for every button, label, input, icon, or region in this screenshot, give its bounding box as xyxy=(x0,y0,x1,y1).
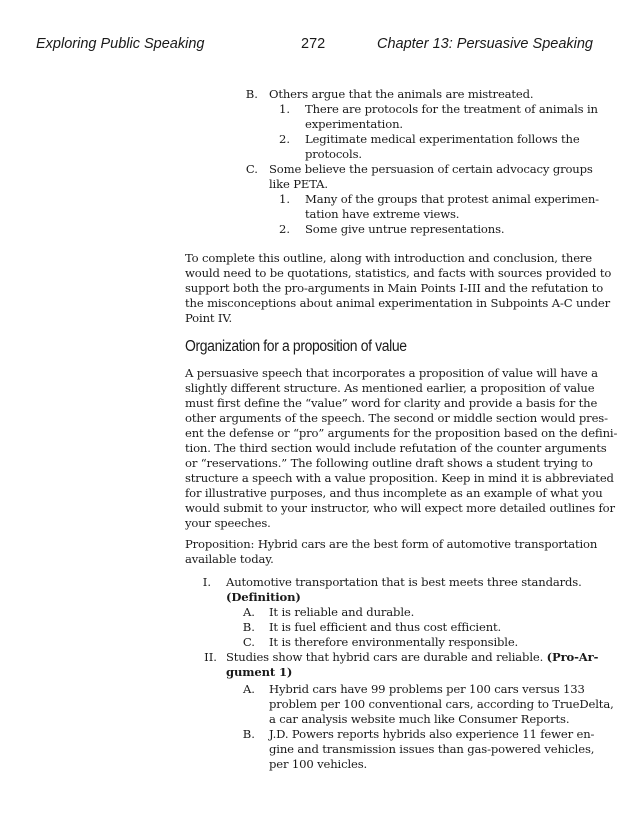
paragraph-line: the misconceptions about animal experimentation in Subpoints A-C under xyxy=(185,296,610,310)
outline-item-text: Legitimate medical experimentation follows the xyxy=(305,132,580,146)
outline-item-tag: (Pro-Ar- xyxy=(546,650,599,664)
outline-label: C. xyxy=(242,635,255,649)
paragraph-line: slightly different structure. As mentioned earlier, a proposition of value xyxy=(185,381,595,395)
page-number: 272 xyxy=(301,36,326,52)
outline-item-text: Hybrid cars have 99 problems per 100 cars versus 133 xyxy=(269,682,585,696)
paragraph-line: ent the defense or “pro” arguments for the proposition based on the defini- xyxy=(185,426,618,440)
paragraph-line: Point IV. xyxy=(185,311,233,325)
outline-item-text: per 100 vehicles. xyxy=(269,757,368,771)
paragraph-line: Proposition: Hybrid cars are the best form of automotive transportation xyxy=(185,537,598,551)
outline-item-tag: gument 1) xyxy=(226,665,293,679)
outline-item-text: Some give untrue representations. xyxy=(305,222,505,236)
outline-label: 2. xyxy=(278,222,290,236)
outline-item-text: Automotive transportation that is best meets three standards. xyxy=(226,575,582,589)
outline-label: 1. xyxy=(278,192,290,206)
paragraph-line: tion. The third section would include refutation of the counter arguments xyxy=(185,441,607,455)
paragraph-line: structure a speech with a value proposition. Keep in mind it is abbreviated xyxy=(185,471,614,485)
outline-item-text: J.D. Powers reports hybrids also experience 11 fewer en- xyxy=(269,727,595,741)
outline-item-text: like PETA. xyxy=(269,177,328,191)
paragraph-line: A persuasive speech that incorporates a proposition of value will have a xyxy=(185,366,598,380)
outline-item-text: experimentation. xyxy=(305,117,403,131)
outline-item-text: There are protocols for the treatment of animals in xyxy=(305,102,598,116)
outline-label: B. xyxy=(245,87,258,101)
outline-label: A. xyxy=(242,605,255,619)
outline-label: II. xyxy=(204,650,217,664)
outline-item-tag: (Definition) xyxy=(226,590,301,604)
outline-label: 1. xyxy=(278,102,290,116)
outline-label: 2. xyxy=(278,132,290,146)
outline-label: I. xyxy=(202,575,211,589)
outline-item-text: Some believe the persuasion of certain advocacy groups xyxy=(269,162,593,176)
outline-label: B. xyxy=(242,620,255,634)
paragraph-line: support both the pro-arguments in Main Points I-III and the refutation to xyxy=(185,281,604,295)
paragraph-line: would need to be quotations, statistics, and facts with sources provided to xyxy=(185,266,612,280)
outline-item-text: tation have extreme views. xyxy=(305,207,460,221)
outline-item-text: protocols. xyxy=(305,147,362,161)
paragraph-line: or “reservations.” The following outline draft shows a student trying to xyxy=(185,456,593,470)
section-heading: Organization for a proposition of value xyxy=(185,338,407,355)
outline-item-text: a car analysis website much like Consumer Reports. xyxy=(269,712,570,726)
running-header-title: Exploring Public Speaking xyxy=(36,36,205,52)
outline-item-text xyxy=(226,650,598,665)
outline-item-text: It is fuel efficient and thus cost efficient. xyxy=(269,620,502,634)
paragraph-line: other arguments of the speech. The second or middle section would pres- xyxy=(185,411,608,425)
paragraph-line: would submit to your instructor, who will expect more detailed outlines for xyxy=(185,501,615,515)
running-header-chapter: Chapter 13: Persuasive Speaking xyxy=(376,36,593,52)
outline-item-main: Studies show that hybrid cars are durable and reliable. xyxy=(226,650,544,664)
paragraph-line: available today. xyxy=(185,552,274,566)
outline-item-text: gine and transmission issues than gas-powered vehicles, xyxy=(269,742,595,756)
outline-item-text: problem per 100 conventional cars, according to TrueDelta, xyxy=(269,697,614,711)
paragraph-line: must first define the “value” word for clarity and provide a basis for the xyxy=(185,396,598,410)
outline-item-text: It is reliable and durable. xyxy=(269,605,415,619)
paragraph-line: your speeches. xyxy=(185,516,271,530)
outline-label: A. xyxy=(242,682,255,696)
paragraph-line: To complete this outline, along with introduction and conclusion, there xyxy=(185,251,593,265)
paragraph-line: for illustrative purposes, and thus incomplete as an example of what you xyxy=(185,486,603,500)
outline-item-text: It is therefore environmentally responsible. xyxy=(269,635,519,649)
outline-label: C. xyxy=(245,162,258,176)
outline-item-text: Many of the groups that protest animal experimen- xyxy=(305,192,599,206)
outline-label: B. xyxy=(242,727,255,741)
outline-item-text: Others argue that the animals are mistreated. xyxy=(269,87,534,101)
